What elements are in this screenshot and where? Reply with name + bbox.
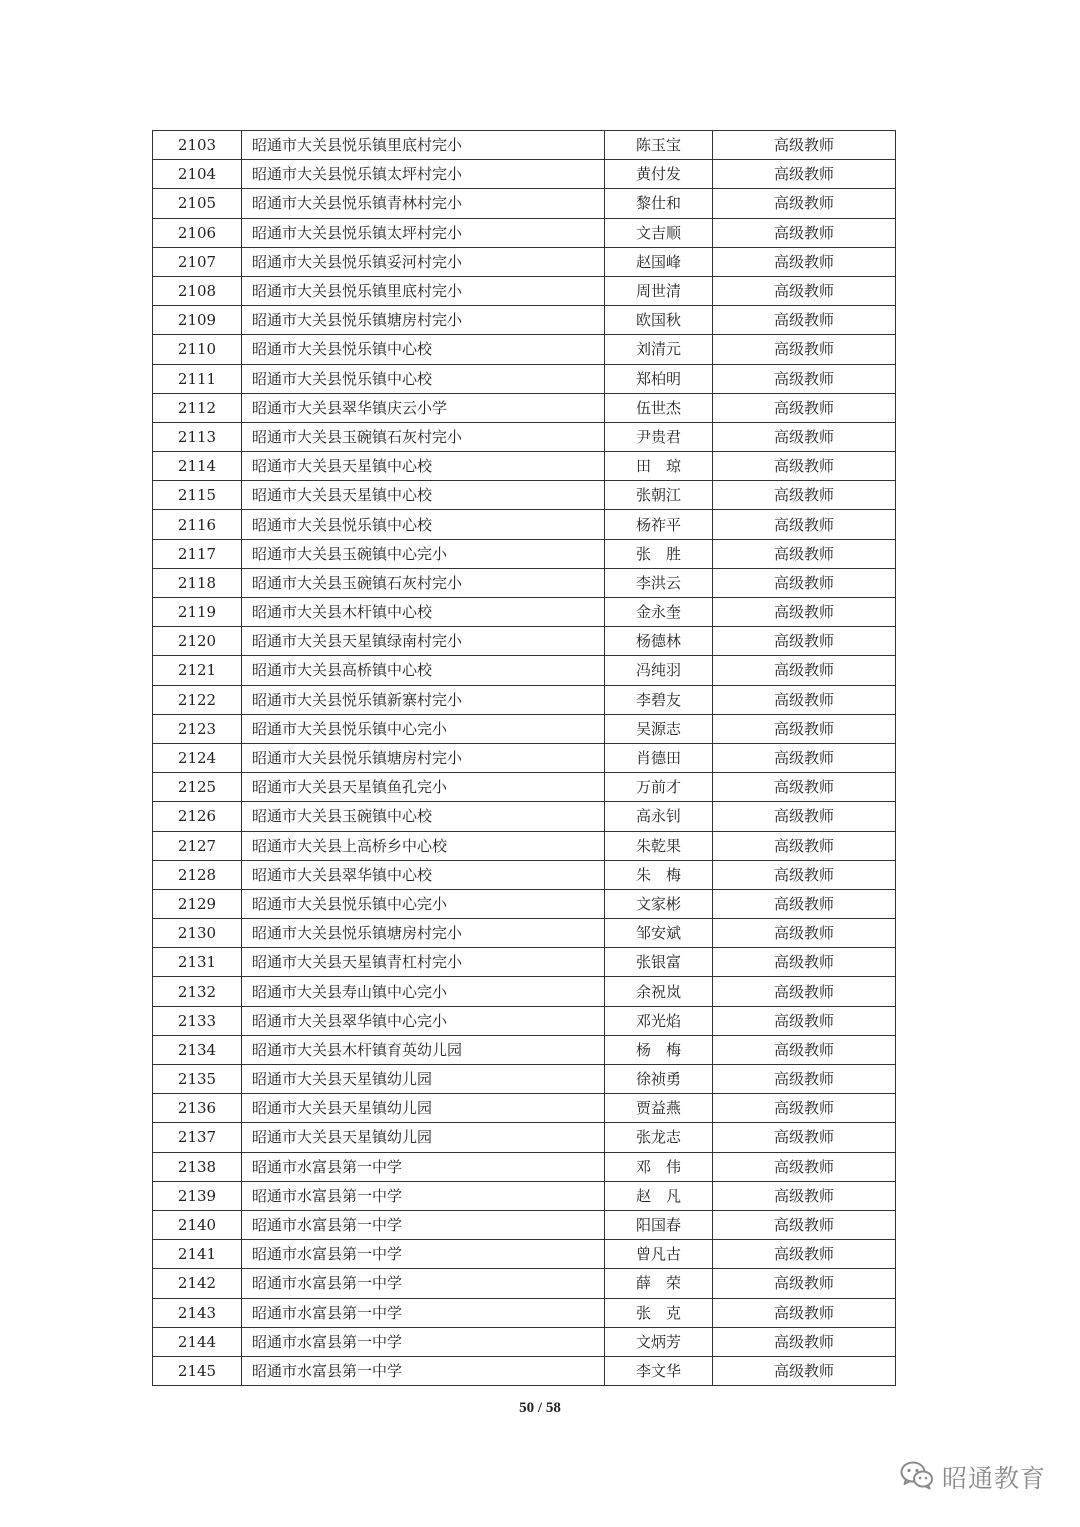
table-row	[153, 510, 896, 539]
teacher-name-cell: 阳国春	[605, 1210, 713, 1239]
title-cell: 高级教师	[713, 919, 896, 948]
title-cell: 高级教师	[713, 247, 896, 276]
title-cell: 高级教师	[713, 948, 896, 977]
teacher-name-cell: 文炳芳	[605, 1327, 713, 1356]
school-cell: 昭通市大关县天星镇幼儿园	[242, 1123, 605, 1152]
teacher-name-cell: 张 克	[605, 1298, 713, 1327]
serial-number-cell: 2124	[153, 743, 242, 772]
title-cell: 高级教师	[713, 1327, 896, 1356]
table-row	[153, 335, 896, 364]
school-cell: 昭通市大关县上高桥乡中心校	[242, 831, 605, 860]
table-body	[153, 131, 896, 1386]
table-row	[153, 1298, 896, 1327]
title-cell: 高级教师	[713, 160, 896, 189]
table-row	[153, 948, 896, 977]
table-row	[153, 247, 896, 276]
teacher-name-cell: 李洪云	[605, 568, 713, 597]
serial-number-cell: 2121	[153, 656, 242, 685]
teacher-name-cell: 杨祚平	[605, 510, 713, 539]
title-cell: 高级教师	[713, 510, 896, 539]
table-row	[153, 1356, 896, 1385]
teacher-name-cell: 邓 伟	[605, 1152, 713, 1181]
teacher-name-cell: 刘清元	[605, 335, 713, 364]
school-cell: 昭通市水富县第一中学	[242, 1210, 605, 1239]
school-cell: 昭通市大关县天星镇幼儿园	[242, 1094, 605, 1123]
teacher-name-cell: 张朝江	[605, 481, 713, 510]
title-cell: 高级教师	[713, 860, 896, 889]
title-cell: 高级教师	[713, 831, 896, 860]
school-cell: 昭通市水富县第一中学	[242, 1152, 605, 1181]
serial-number-cell: 2105	[153, 189, 242, 218]
school-cell: 昭通市大关县悦乐镇中心校	[242, 364, 605, 393]
title-cell: 高级教师	[713, 1269, 896, 1298]
table-row	[153, 568, 896, 597]
school-cell: 昭通市大关县悦乐镇中心校	[242, 335, 605, 364]
title-cell: 高级教师	[713, 364, 896, 393]
serial-number-cell: 2115	[153, 481, 242, 510]
serial-number-cell: 2131	[153, 948, 242, 977]
serial-number-cell: 2135	[153, 1065, 242, 1094]
title-cell: 高级教师	[713, 276, 896, 305]
table-row	[153, 685, 896, 714]
teacher-name-cell: 徐祯勇	[605, 1065, 713, 1094]
school-cell: 昭通市水富县第一中学	[242, 1356, 605, 1385]
table-row	[153, 598, 896, 627]
serial-number-cell: 2117	[153, 539, 242, 568]
serial-number-cell: 2129	[153, 889, 242, 918]
school-cell: 昭通市大关县悦乐镇太坪村完小	[242, 218, 605, 247]
table-row	[153, 1094, 896, 1123]
teacher-name-cell: 伍世杰	[605, 393, 713, 422]
school-cell: 昭通市大关县悦乐镇里底村完小	[242, 131, 605, 160]
school-cell: 昭通市水富县第一中学	[242, 1181, 605, 1210]
teacher-name-cell: 李碧友	[605, 685, 713, 714]
teacher-name-cell: 万前才	[605, 773, 713, 802]
school-cell: 昭通市大关县悦乐镇妥河村完小	[242, 247, 605, 276]
table-row	[153, 364, 896, 393]
table-row	[153, 276, 896, 305]
teacher-name-cell: 黎仕和	[605, 189, 713, 218]
title-cell: 高级教师	[713, 481, 896, 510]
table-row	[153, 656, 896, 685]
serial-number-cell: 2119	[153, 598, 242, 627]
teacher-name-cell: 朱乾果	[605, 831, 713, 860]
school-cell: 昭通市大关县天星镇中心校	[242, 481, 605, 510]
title-cell: 高级教师	[713, 1240, 896, 1269]
serial-number-cell: 2104	[153, 160, 242, 189]
serial-number-cell: 2120	[153, 627, 242, 656]
title-cell: 高级教师	[713, 743, 896, 772]
title-cell: 高级教师	[713, 1181, 896, 1210]
school-cell: 昭通市大关县天星镇绿南村完小	[242, 627, 605, 656]
teacher-name-cell: 吴源志	[605, 714, 713, 743]
title-cell: 高级教师	[713, 422, 896, 451]
table-row	[153, 539, 896, 568]
serial-number-cell: 2108	[153, 276, 242, 305]
serial-number-cell: 2125	[153, 773, 242, 802]
school-cell: 昭通市大关县玉碗镇石灰村完小	[242, 422, 605, 451]
table-row	[153, 1152, 896, 1181]
teacher-name-cell: 贾益燕	[605, 1094, 713, 1123]
title-cell: 高级教师	[713, 189, 896, 218]
title-cell: 高级教师	[713, 1035, 896, 1064]
title-cell: 高级教师	[713, 131, 896, 160]
school-cell: 昭通市大关县玉碗镇中心完小	[242, 539, 605, 568]
table-row	[153, 1327, 896, 1356]
table-row	[153, 160, 896, 189]
title-cell: 高级教师	[713, 1356, 896, 1385]
serial-number-cell: 2114	[153, 452, 242, 481]
table-row	[153, 831, 896, 860]
teacher-name-cell: 周世清	[605, 276, 713, 305]
teacher-name-cell: 田 琼	[605, 452, 713, 481]
title-cell: 高级教师	[713, 335, 896, 364]
school-cell: 昭通市大关县翠华镇中心校	[242, 860, 605, 889]
serial-number-cell: 2109	[153, 306, 242, 335]
serial-number-cell: 2111	[153, 364, 242, 393]
table-row	[153, 627, 896, 656]
school-cell: 昭通市水富县第一中学	[242, 1298, 605, 1327]
serial-number-cell: 2103	[153, 131, 242, 160]
title-cell: 高级教师	[713, 889, 896, 918]
teacher-name-cell: 杨德林	[605, 627, 713, 656]
table-row	[153, 889, 896, 918]
serial-number-cell: 2123	[153, 714, 242, 743]
teacher-name-cell: 余祝岚	[605, 977, 713, 1006]
table-row	[153, 802, 896, 831]
title-cell: 高级教师	[713, 1123, 896, 1152]
school-cell: 昭通市大关县悦乐镇塘房村完小	[242, 743, 605, 772]
table-row	[153, 743, 896, 772]
teacher-name-cell: 文家彬	[605, 889, 713, 918]
title-cell: 高级教师	[713, 773, 896, 802]
school-cell: 昭通市大关县翠华镇庆云小学	[242, 393, 605, 422]
teacher-name-cell: 张 胜	[605, 539, 713, 568]
table-row	[153, 1269, 896, 1298]
teacher-name-cell: 薛 荣	[605, 1269, 713, 1298]
teacher-name-cell: 赵国峰	[605, 247, 713, 276]
serial-number-cell: 2107	[153, 247, 242, 276]
serial-number-cell: 2128	[153, 860, 242, 889]
teacher-name-cell: 金永奎	[605, 598, 713, 627]
serial-number-cell: 2134	[153, 1035, 242, 1064]
teacher-name-cell: 赵 凡	[605, 1181, 713, 1210]
school-cell: 昭通市大关县天星镇鱼孔完小	[242, 773, 605, 802]
school-cell: 昭通市大关县玉碗镇中心校	[242, 802, 605, 831]
watermark-text: 昭通教育	[941, 1464, 1046, 1493]
school-cell: 昭通市大关县天星镇幼儿园	[242, 1065, 605, 1094]
table-row	[153, 1065, 896, 1094]
teacher-name-cell: 文吉顺	[605, 218, 713, 247]
school-cell: 昭通市大关县悦乐镇中心校	[242, 510, 605, 539]
school-cell: 昭通市水富县第一中学	[242, 1269, 605, 1298]
table-row	[153, 131, 896, 160]
teacher-name-cell: 肖德田	[605, 743, 713, 772]
title-cell: 高级教师	[713, 1210, 896, 1239]
serial-number-cell: 2141	[153, 1240, 242, 1269]
school-cell: 昭通市大关县悦乐镇太坪村完小	[242, 160, 605, 189]
title-cell: 高级教师	[713, 568, 896, 597]
table-row	[153, 452, 896, 481]
school-cell: 昭通市大关县天星镇青杠村完小	[242, 948, 605, 977]
title-cell: 高级教师	[713, 714, 896, 743]
table-row	[153, 189, 896, 218]
table-row	[153, 1181, 896, 1210]
title-cell: 高级教师	[713, 1065, 896, 1094]
title-cell: 高级教师	[713, 218, 896, 247]
table-row	[153, 1006, 896, 1035]
school-cell: 昭通市大关县翠华镇中心完小	[242, 1006, 605, 1035]
teacher-name-cell: 尹贵君	[605, 422, 713, 451]
serial-number-cell: 2142	[153, 1269, 242, 1298]
teacher-name-cell: 曾凡古	[605, 1240, 713, 1269]
title-cell: 高级教师	[713, 977, 896, 1006]
title-cell: 高级教师	[713, 656, 896, 685]
title-cell: 高级教师	[713, 598, 896, 627]
teacher-name-cell: 张龙志	[605, 1123, 713, 1152]
school-cell: 昭通市大关县木杆镇育英幼儿园	[242, 1035, 605, 1064]
school-cell: 昭通市大关县悦乐镇中心完小	[242, 714, 605, 743]
table-row	[153, 393, 896, 422]
teacher-name-cell: 郑柏明	[605, 364, 713, 393]
serial-number-cell: 2145	[153, 1356, 242, 1385]
table-row	[153, 860, 896, 889]
teacher-name-cell: 李文华	[605, 1356, 713, 1385]
serial-number-cell: 2139	[153, 1181, 242, 1210]
school-cell: 昭通市大关县悦乐镇新寨村完小	[242, 685, 605, 714]
teacher-name-cell: 高永钊	[605, 802, 713, 831]
school-cell: 昭通市大关县高桥镇中心校	[242, 656, 605, 685]
title-cell: 高级教师	[713, 1152, 896, 1181]
teacher-name-cell: 黄付发	[605, 160, 713, 189]
serial-number-cell: 2106	[153, 218, 242, 247]
table-row	[153, 1210, 896, 1239]
serial-number-cell: 2138	[153, 1152, 242, 1181]
school-cell: 昭通市大关县悦乐镇里底村完小	[242, 276, 605, 305]
teacher-name-cell: 邓光焰	[605, 1006, 713, 1035]
teacher-name-cell: 欧国秋	[605, 306, 713, 335]
serial-number-cell: 2133	[153, 1006, 242, 1035]
title-cell: 高级教师	[713, 685, 896, 714]
school-cell: 昭通市大关县寿山镇中心完小	[242, 977, 605, 1006]
school-cell: 昭通市大关县玉碗镇石灰村完小	[242, 568, 605, 597]
table-row	[153, 422, 896, 451]
serial-number-cell: 2126	[153, 802, 242, 831]
school-cell: 昭通市大关县悦乐镇塘房村完小	[242, 306, 605, 335]
serial-number-cell: 2112	[153, 393, 242, 422]
table-row	[153, 306, 896, 335]
title-cell: 高级教师	[713, 452, 896, 481]
serial-number-cell: 2140	[153, 1210, 242, 1239]
title-cell: 高级教师	[713, 393, 896, 422]
title-cell: 高级教师	[713, 1094, 896, 1123]
teacher-name-cell: 张银富	[605, 948, 713, 977]
table-row	[153, 481, 896, 510]
page-number: 50 / 58	[519, 1400, 561, 1416]
school-cell: 昭通市大关县悦乐镇青林村完小	[242, 189, 605, 218]
wechat-icon	[900, 1460, 934, 1494]
school-cell: 昭通市水富县第一中学	[242, 1327, 605, 1356]
table-row	[153, 1240, 896, 1269]
school-cell: 昭通市大关县天星镇中心校	[242, 452, 605, 481]
school-cell: 昭通市大关县悦乐镇中心完小	[242, 889, 605, 918]
teacher-name-cell: 杨 梅	[605, 1035, 713, 1064]
serial-number-cell: 2110	[153, 335, 242, 364]
school-cell: 昭通市大关县木杆镇中心校	[242, 598, 605, 627]
teacher-name-cell: 陈玉宝	[605, 131, 713, 160]
school-cell: 昭通市水富县第一中学	[242, 1240, 605, 1269]
teacher-name-cell: 邹安斌	[605, 919, 713, 948]
table-row	[153, 1123, 896, 1152]
serial-number-cell: 2122	[153, 685, 242, 714]
table-row	[153, 1035, 896, 1064]
table-row	[153, 977, 896, 1006]
table-row	[153, 714, 896, 743]
table-row	[153, 773, 896, 802]
teacher-list-table	[152, 130, 896, 1386]
teacher-name-cell: 冯纯羽	[605, 656, 713, 685]
serial-number-cell: 2143	[153, 1298, 242, 1327]
serial-number-cell: 2127	[153, 831, 242, 860]
teacher-name-cell: 朱 梅	[605, 860, 713, 889]
title-cell: 高级教师	[713, 539, 896, 568]
serial-number-cell: 2144	[153, 1327, 242, 1356]
title-cell: 高级教师	[713, 627, 896, 656]
title-cell: 高级教师	[713, 1298, 896, 1327]
serial-number-cell: 2116	[153, 510, 242, 539]
table-row	[153, 919, 896, 948]
serial-number-cell: 2113	[153, 422, 242, 451]
title-cell: 高级教师	[713, 306, 896, 335]
title-cell: 高级教师	[713, 1006, 896, 1035]
watermark	[900, 1459, 1046, 1495]
serial-number-cell: 2130	[153, 919, 242, 948]
school-cell: 昭通市大关县悦乐镇塘房村完小	[242, 919, 605, 948]
serial-number-cell: 2132	[153, 977, 242, 1006]
serial-number-cell: 2137	[153, 1123, 242, 1152]
serial-number-cell: 2136	[153, 1094, 242, 1123]
table-row	[153, 218, 896, 247]
title-cell: 高级教师	[713, 802, 896, 831]
serial-number-cell: 2118	[153, 568, 242, 597]
